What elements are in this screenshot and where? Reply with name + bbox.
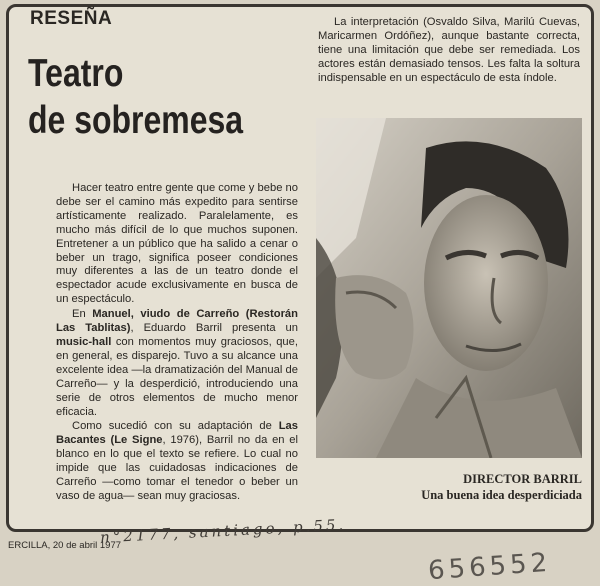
source-line: ERCILLA, 20 de abril 1977 xyxy=(8,540,122,551)
body-right-column xyxy=(318,16,580,86)
paragraph-2 xyxy=(56,308,298,419)
section-label: RESEÑA xyxy=(30,8,113,29)
text-run: , 1976), Barril no da en el blanco en lo que el texto se refiere. Lo cual no impide que las cuidadosas indicaciones de Carreño —como tomar el tenedor o beber un vaso de agua— sean muy graciosas. xyxy=(56,434,298,502)
photo-caption xyxy=(330,471,582,503)
play-title: Manuel, viudo de Carreño (Restorán Las Tablitas) xyxy=(56,308,298,335)
text-run: , Eduardo Barril presenta un xyxy=(130,322,298,335)
paragraph-1: Hacer teatro entre gente que come y bebe no debe ser el camino más expedito para sentirse artísticamente realizado. Paralelamente, es mucho más difícil de lo que muchos suponen. Entretener a un público que ha salido a cenar o beber un trago, significa poseer condiciones muy diferentes a las de un teatro donde el espectador acude exclusivamente en busca de un espectáculo. xyxy=(56,182,298,306)
portrait-photo-icon xyxy=(316,118,582,458)
paragraph-3 xyxy=(56,420,298,503)
caption-subtitle: Una buena idea desperdiciada xyxy=(421,488,582,502)
caption-title: DIRECTOR BARRIL xyxy=(463,472,582,486)
body-left-column xyxy=(56,182,298,505)
archive-number-stamp: 656552 xyxy=(427,547,553,586)
genre-term: music-hall xyxy=(56,335,112,348)
text-run: Como sucedió con su adaptación de xyxy=(72,420,279,433)
text-run: En xyxy=(72,308,93,321)
play-title-2: Las Bacantes (Le Signe xyxy=(56,420,298,447)
text-run: con momentos muy graciosos, que, en general, es disparejo. Tuvo a su alcance una excelente idea —la dramatización del Manual de Carreño— y la desperdició, introduciendo una serie de otros elementos de mucho menor eficacia. xyxy=(56,335,298,418)
headline-line-1: Teatro xyxy=(28,52,124,95)
handwritten-note: n°2177, santiago, p.55. xyxy=(99,515,347,547)
headline-line-2: de sobremesa xyxy=(28,99,244,142)
paragraph-4: La interpretación (Osvaldo Silva, Marilú Cuevas, Maricarmen Ordóñez), aunque bastante correcta, tiene una limitación que debe ser remediada. Los actores están demasiado tensos. Les falta la soltura indispensable en un espectáculo de esta índole. xyxy=(318,16,580,84)
headline xyxy=(28,50,243,144)
